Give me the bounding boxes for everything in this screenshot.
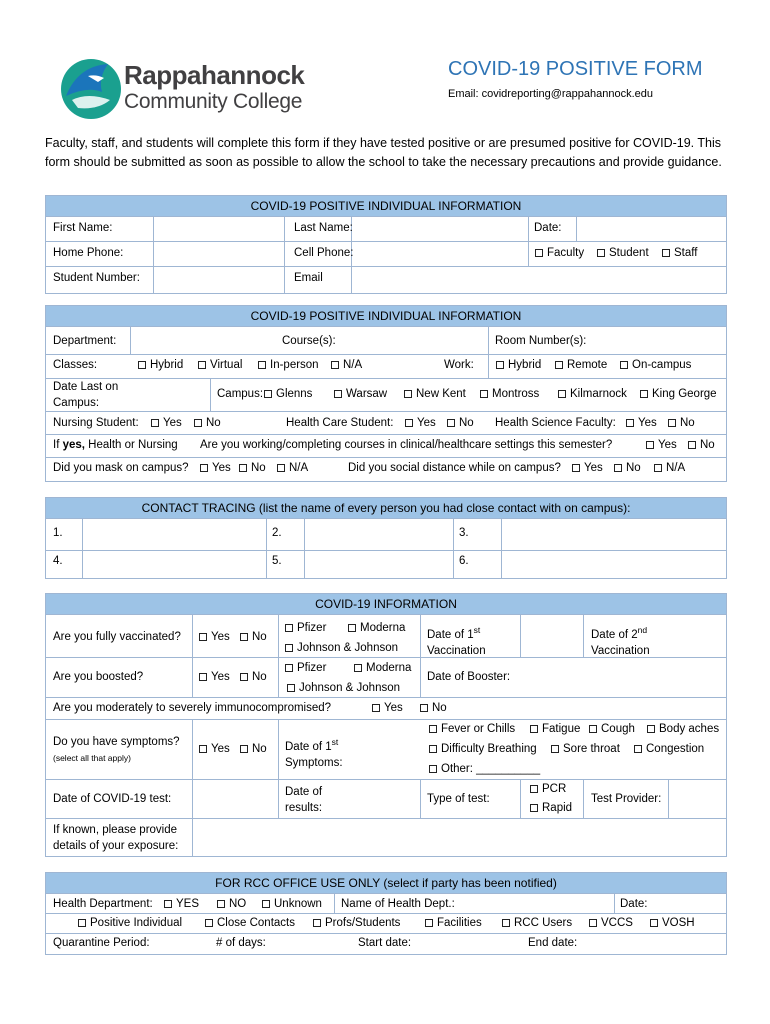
checkbox-icon[interactable] — [239, 464, 247, 472]
office-date-label: Date: — [620, 898, 648, 910]
contact-5-label: 5. — [272, 555, 282, 567]
form-title: COVID-19 POSITIVE FORM — [448, 58, 703, 80]
notify-rcc-users[interactable] — [502, 917, 572, 929]
immuno-question: Are you moderately to severely immunocompromised? — [53, 702, 332, 714]
nursing-yes[interactable] — [151, 417, 182, 429]
checkbox-icon[interactable] — [614, 464, 622, 472]
date-of-1st-text: Date of 1 — [285, 740, 332, 753]
virtual-label: Virtual — [210, 359, 243, 371]
class-in-person[interactable] — [258, 359, 319, 371]
if-yes-label — [53, 439, 178, 451]
yes-label: Yes — [417, 417, 436, 429]
end-date-label: End date: — [528, 937, 578, 949]
checkbox-icon[interactable] — [198, 361, 206, 369]
if-yes-prefix: If — [53, 439, 63, 451]
quarantine-period-label: Quarantine Period: — [53, 937, 150, 949]
checkbox-icon[interactable] — [354, 664, 362, 672]
yes-label: Yes — [584, 462, 603, 474]
campus-glenns[interactable] — [264, 388, 312, 400]
date-of-1st-text: Date of 1 — [427, 628, 474, 641]
sore-throat-label: Sore throat — [563, 743, 620, 755]
clinical-no[interactable] — [688, 439, 715, 451]
room-number-label: Room Number(s): — [495, 335, 587, 347]
department-label: Department: — [53, 335, 117, 347]
checkbox-icon[interactable] — [530, 804, 538, 812]
classes-label: Classes: — [53, 359, 98, 371]
no-label: No — [252, 631, 267, 643]
superscript-st: st — [473, 625, 481, 635]
exposure-label — [53, 822, 178, 854]
contact-3-label: 3. — [459, 527, 469, 539]
campus-king-george[interactable] — [640, 388, 717, 400]
checkbox-icon[interactable] — [285, 664, 293, 672]
checkbox-icon[interactable] — [480, 390, 488, 398]
faculty-label: Faculty — [547, 247, 585, 259]
section-header: CONTACT TRACING (list the name of every person you had close contact with on campus): — [46, 498, 726, 519]
checkbox-icon[interactable] — [240, 633, 248, 641]
no-label: No — [252, 671, 267, 683]
checkbox-icon[interactable] — [572, 464, 580, 472]
checkbox-icon[interactable] — [194, 419, 202, 427]
date-of-2nd-text: Date of 2 — [591, 628, 638, 641]
start-date-label: Start date: — [358, 937, 412, 949]
health-care-student-label: Health Care Student: — [286, 417, 394, 429]
vccs-label: VCCS — [601, 917, 633, 929]
mask-no[interactable] — [239, 462, 266, 474]
checkbox-icon[interactable] — [626, 419, 634, 427]
difficulty-breathing-label: Difficulty Breathing — [441, 743, 537, 755]
nursing-no[interactable] — [194, 417, 221, 429]
yes-label: Yes — [211, 631, 230, 643]
checkbox-icon[interactable] — [217, 900, 225, 908]
rcc-users-label: RCC Users — [514, 917, 573, 929]
yes-label: Yes — [658, 439, 677, 451]
checkbox-icon[interactable] — [277, 464, 285, 472]
section-contact-tracing — [45, 497, 727, 579]
checkbox-icon[interactable] — [151, 419, 159, 427]
section-header: COVID-19 INFORMATION — [46, 594, 726, 615]
distance-yes[interactable] — [572, 462, 603, 474]
unknown-label: Unknown — [274, 898, 322, 910]
checkbox-icon[interactable] — [199, 633, 207, 641]
health-department-label: Health Department: — [53, 898, 153, 910]
date-of-results-label — [285, 784, 322, 816]
yes-caps-label: YES — [176, 898, 200, 910]
symptom-fever[interactable] — [429, 723, 515, 735]
first-name-label: First Name: — [53, 222, 113, 234]
rcc-logo-icon — [58, 56, 124, 122]
pfizer-label: Pfizer — [297, 622, 327, 634]
yes-label: Yes — [211, 743, 230, 755]
immuno-yes[interactable] — [372, 702, 403, 714]
no-label: No — [459, 417, 474, 429]
facilities-label: Facilities — [437, 917, 482, 929]
vaccinated-no[interactable] — [240, 631, 267, 643]
notify-facilities[interactable] — [425, 917, 482, 929]
date-1st-vaccination-label — [427, 622, 486, 659]
boost-moderna[interactable] — [354, 662, 411, 674]
checkbox-icon[interactable] — [597, 249, 605, 257]
if-yes-bold: yes, — [62, 439, 85, 451]
checkbox-icon[interactable] — [555, 361, 563, 369]
boosted-yes[interactable] — [199, 671, 230, 683]
other-label: Other: __________ — [441, 763, 541, 775]
montross-label: Montross — [492, 388, 540, 400]
results-text: results: — [285, 802, 323, 814]
checkbox-icon[interactable] — [688, 441, 696, 449]
work-remote[interactable] — [555, 359, 607, 371]
cell-phone-label: Cell Phone: — [294, 247, 354, 259]
checkbox-icon[interactable] — [285, 644, 293, 652]
symptom-other[interactable] — [429, 763, 540, 775]
checkbox-icon[interactable] — [199, 745, 207, 753]
checkbox-icon[interactable] — [138, 361, 146, 369]
symptoms-note: (select all that apply) — [53, 753, 131, 763]
superscript-st: st — [331, 737, 339, 747]
cough-label: Cough — [601, 723, 635, 735]
body-aches-label: Body aches — [659, 723, 720, 735]
warsaw-label: Warsaw — [346, 388, 388, 400]
mask-na[interactable] — [277, 462, 308, 474]
yes-label: Yes — [211, 671, 230, 683]
in-person-label: In-person — [270, 359, 319, 371]
intro-paragraph: Faculty, staff, and students will complete this form if they have tested positive or are presumed positive for COVID-19. This form should be submitted as soon as possible to allow the school to take the necessary precautions and provide guidance. — [45, 136, 722, 169]
date-last-line1: Date Last on — [53, 381, 119, 393]
work-label: Work: — [444, 359, 474, 371]
hd-no[interactable] — [217, 898, 246, 910]
home-phone-label: Home Phone: — [53, 247, 124, 259]
section-header: COVID-19 POSITIVE INDIVIDUAL INFORMATION — [46, 306, 726, 327]
na-label: N/A — [289, 462, 309, 474]
congestion-label: Congestion — [646, 743, 705, 755]
role-faculty[interactable] — [535, 247, 584, 259]
checkbox-icon[interactable] — [668, 419, 676, 427]
type-of-test-label: Type of test: — [427, 793, 490, 805]
vax-jj[interactable] — [285, 642, 398, 654]
hybrid-label: Hybrid — [150, 359, 184, 371]
class-virtual[interactable] — [198, 359, 242, 371]
contact-4-label: 4. — [53, 555, 63, 567]
checkbox-icon[interactable] — [264, 390, 272, 398]
hsf-yes[interactable] — [626, 417, 657, 429]
checkbox-icon[interactable] — [530, 785, 538, 793]
date-of-test-label: Date of COVID-19 test: — [53, 793, 172, 805]
mask-question: Did you mask on campus? — [53, 462, 189, 474]
health-science-faculty-label: Health Science Faculty: — [495, 417, 616, 429]
symptoms-question: Do you have symptoms? — [53, 736, 180, 748]
checkbox-icon[interactable] — [530, 725, 538, 733]
vaccinated-question: Are you fully vaccinated? — [53, 631, 181, 643]
symptom-sore-throat[interactable] — [551, 743, 620, 755]
college-logo — [58, 56, 318, 122]
pfizer-label: Pfizer — [297, 662, 327, 674]
mask-yes[interactable] — [200, 462, 231, 474]
campus-kilmarnock[interactable] — [558, 388, 627, 400]
boost-jj[interactable] — [287, 682, 400, 694]
checkbox-icon[interactable] — [313, 919, 321, 927]
symptom-difficulty-breathing[interactable] — [429, 743, 537, 755]
contact-1-label: 1. — [53, 527, 63, 539]
checkbox-icon[interactable] — [646, 441, 654, 449]
immuno-no[interactable] — [420, 702, 447, 714]
checkbox-icon[interactable] — [200, 464, 208, 472]
exposure-line1: If known, please provide — [53, 824, 178, 836]
no-label: No — [432, 702, 447, 714]
vosh-label: VOSH — [662, 917, 695, 929]
checkbox-icon[interactable] — [502, 919, 510, 927]
checkbox-icon[interactable] — [496, 361, 504, 369]
no-label: No — [251, 462, 266, 474]
clinical-yes[interactable] — [646, 439, 677, 451]
distance-question: Did you social distance while on campus? — [348, 462, 561, 474]
checkbox-icon[interactable] — [425, 919, 433, 927]
pcr-label: PCR — [542, 783, 567, 795]
checkbox-icon[interactable] — [620, 361, 628, 369]
symptom-fatigue[interactable] — [530, 723, 580, 735]
date-of-booster-label: Date of Booster: — [427, 671, 511, 683]
if-yes-suffix: Health or Nursing — [84, 439, 178, 451]
section-header: COVID-19 POSITIVE INDIVIDUAL INFORMATION — [46, 196, 726, 217]
email-label: Email — [294, 272, 323, 284]
campus-new-kent[interactable] — [404, 388, 466, 400]
yes-label: Yes — [212, 462, 231, 474]
king-george-label: King George — [652, 388, 717, 400]
section-office-use — [45, 872, 727, 955]
role-student[interactable] — [597, 247, 649, 259]
no-caps-label: NO — [229, 898, 247, 910]
moderna-label: Moderna — [360, 622, 406, 634]
section-individual-info — [45, 195, 727, 294]
vaccinated-yes[interactable] — [199, 631, 230, 643]
boosted-no[interactable] — [240, 671, 267, 683]
checkbox-icon[interactable] — [654, 464, 662, 472]
checkbox-icon[interactable] — [334, 390, 342, 398]
checkbox-icon[interactable] — [558, 390, 566, 398]
date-last-line2: Campus: — [53, 397, 100, 409]
clinical-question: Are you working/completing courses in clinical/healthcare settings this semester? — [200, 439, 613, 451]
logo-line-1: Rappahannock — [124, 60, 305, 90]
na-label: N/A — [343, 359, 363, 371]
date-last-on-campus-label — [53, 379, 118, 411]
vax-pfizer[interactable] — [285, 622, 326, 634]
notify-profs-students[interactable] — [313, 917, 400, 929]
jj-label: Johnson & Johnson — [297, 642, 399, 654]
exposure-line2: details of your exposure: — [53, 840, 179, 852]
logo-line-2: Community College — [124, 90, 303, 113]
hcs-no[interactable] — [447, 417, 474, 429]
close-contacts-label: Close Contacts — [217, 917, 295, 929]
yes-label: Yes — [638, 417, 657, 429]
contact-6-label: 6. — [459, 555, 469, 567]
positive-individual-label: Positive Individual — [90, 917, 183, 929]
contact-email: Email: covidreporting@rappahannock.edu — [448, 88, 654, 100]
section-individual-info-2 — [45, 305, 727, 482]
checkbox-icon[interactable] — [429, 745, 437, 753]
work-hybrid[interactable] — [496, 359, 541, 371]
notify-positive-individual[interactable] — [78, 917, 182, 929]
checkbox-icon[interactable] — [331, 361, 339, 369]
num-days-label: # of days: — [216, 937, 266, 949]
student-number-label: Student Number: — [53, 272, 140, 284]
test-provider-label: Test Provider: — [591, 793, 662, 805]
notify-close-contacts[interactable] — [205, 917, 295, 929]
checkbox-icon[interactable] — [551, 745, 559, 753]
checkbox-icon[interactable] — [78, 919, 86, 927]
checkbox-icon[interactable] — [240, 673, 248, 681]
courses-label: Course(s): — [282, 335, 336, 347]
checkbox-icon[interactable] — [634, 745, 642, 753]
work-on-campus[interactable] — [620, 359, 691, 371]
symptoms-text: Symptoms: — [285, 756, 343, 769]
no-label: No — [252, 743, 267, 755]
notify-vosh[interactable] — [650, 917, 695, 929]
checkbox-icon[interactable] — [420, 704, 428, 712]
jj-label: Johnson & Johnson — [299, 682, 401, 694]
checkbox-icon[interactable] — [447, 419, 455, 427]
date-1st-symptoms-label — [285, 734, 343, 771]
campus-montross[interactable] — [480, 388, 539, 400]
checkbox-icon[interactable] — [262, 900, 270, 908]
checkbox-icon[interactable] — [205, 919, 213, 927]
vax-moderna[interactable] — [348, 622, 405, 634]
health-dept-name-label: Name of Health Dept.: — [341, 898, 455, 910]
no-label: No — [700, 439, 715, 451]
kilmarnock-label: Kilmarnock — [570, 388, 627, 400]
checkbox-icon[interactable] — [285, 624, 293, 632]
test-rapid[interactable] — [530, 802, 572, 814]
checkbox-icon[interactable] — [404, 390, 412, 398]
role-staff[interactable] — [662, 247, 697, 259]
checkbox-icon[interactable] — [662, 249, 670, 257]
checkbox-icon[interactable] — [640, 390, 648, 398]
no-label: No — [626, 462, 641, 474]
checkbox-icon[interactable] — [372, 704, 380, 712]
notify-vccs[interactable] — [589, 917, 633, 929]
vaccination-text: Vaccination — [591, 644, 650, 657]
date-of-text: Date of — [285, 786, 323, 798]
distance-na[interactable] — [654, 462, 685, 474]
class-hybrid[interactable] — [138, 359, 183, 371]
checkbox-icon[interactable] — [589, 725, 597, 733]
checkbox-icon[interactable] — [348, 624, 356, 632]
symptoms-yes[interactable] — [199, 743, 230, 755]
fever-label: Fever or Chills — [441, 723, 516, 735]
new-kent-label: New Kent — [416, 388, 466, 400]
work-hybrid-label: Hybrid — [508, 359, 542, 371]
checkbox-icon[interactable] — [240, 745, 248, 753]
symptom-body-aches[interactable] — [647, 723, 719, 735]
boosted-question: Are you boosted? — [53, 671, 144, 683]
rapid-label: Rapid — [542, 802, 573, 814]
checkbox-icon[interactable] — [647, 725, 655, 733]
no-label: No — [206, 417, 221, 429]
checkbox-icon[interactable] — [535, 249, 543, 257]
yes-label: Yes — [163, 417, 182, 429]
boost-pfizer[interactable] — [285, 662, 326, 674]
checkbox-icon[interactable] — [650, 919, 658, 927]
checkbox-icon[interactable] — [405, 419, 413, 427]
checkbox-icon[interactable] — [199, 673, 207, 681]
no-label: No — [680, 417, 695, 429]
distance-no[interactable] — [614, 462, 641, 474]
section-header: FOR RCC OFFICE USE ONLY (select if party has been notified) — [46, 873, 726, 894]
student-label: Student — [609, 247, 649, 259]
checkbox-icon[interactable] — [589, 919, 597, 927]
contact-2-label: 2. — [272, 527, 282, 539]
na-label: N/A — [666, 462, 686, 474]
glenns-label: Glenns — [276, 388, 313, 400]
hsf-no[interactable] — [668, 417, 695, 429]
yes-label: Yes — [384, 702, 403, 714]
last-name-label: Last Name: — [294, 222, 353, 234]
date-label: Date: — [534, 222, 562, 234]
hd-unknown[interactable] — [262, 898, 322, 910]
checkbox-icon[interactable] — [429, 765, 437, 773]
moderna-label: Moderna — [366, 662, 412, 674]
hd-yes[interactable] — [164, 898, 199, 910]
date-2nd-vaccination-label — [591, 622, 650, 659]
checkbox-icon[interactable] — [287, 684, 295, 692]
superscript-nd: nd — [637, 625, 648, 635]
test-pcr[interactable] — [530, 783, 566, 795]
staff-label: Staff — [674, 247, 698, 259]
class-na[interactable] — [331, 359, 362, 371]
checkbox-icon[interactable] — [164, 900, 172, 908]
checkbox-icon[interactable] — [258, 361, 266, 369]
remote-label: Remote — [567, 359, 608, 371]
section-covid-info — [45, 593, 727, 857]
campus-label: Campus: — [217, 388, 264, 400]
symptom-cough[interactable] — [589, 723, 635, 735]
symptom-congestion[interactable] — [634, 743, 704, 755]
symptoms-no[interactable] — [240, 743, 267, 755]
on-campus-label: On-campus — [632, 359, 692, 371]
profs-students-label: Profs/Students — [325, 917, 401, 929]
fatigue-label: Fatigue — [542, 723, 581, 735]
checkbox-icon[interactable] — [429, 725, 437, 733]
nursing-student-label: Nursing Student: — [53, 417, 139, 429]
hcs-yes[interactable] — [405, 417, 436, 429]
campus-warsaw[interactable] — [334, 388, 387, 400]
vaccination-text: Vaccination — [427, 644, 486, 657]
